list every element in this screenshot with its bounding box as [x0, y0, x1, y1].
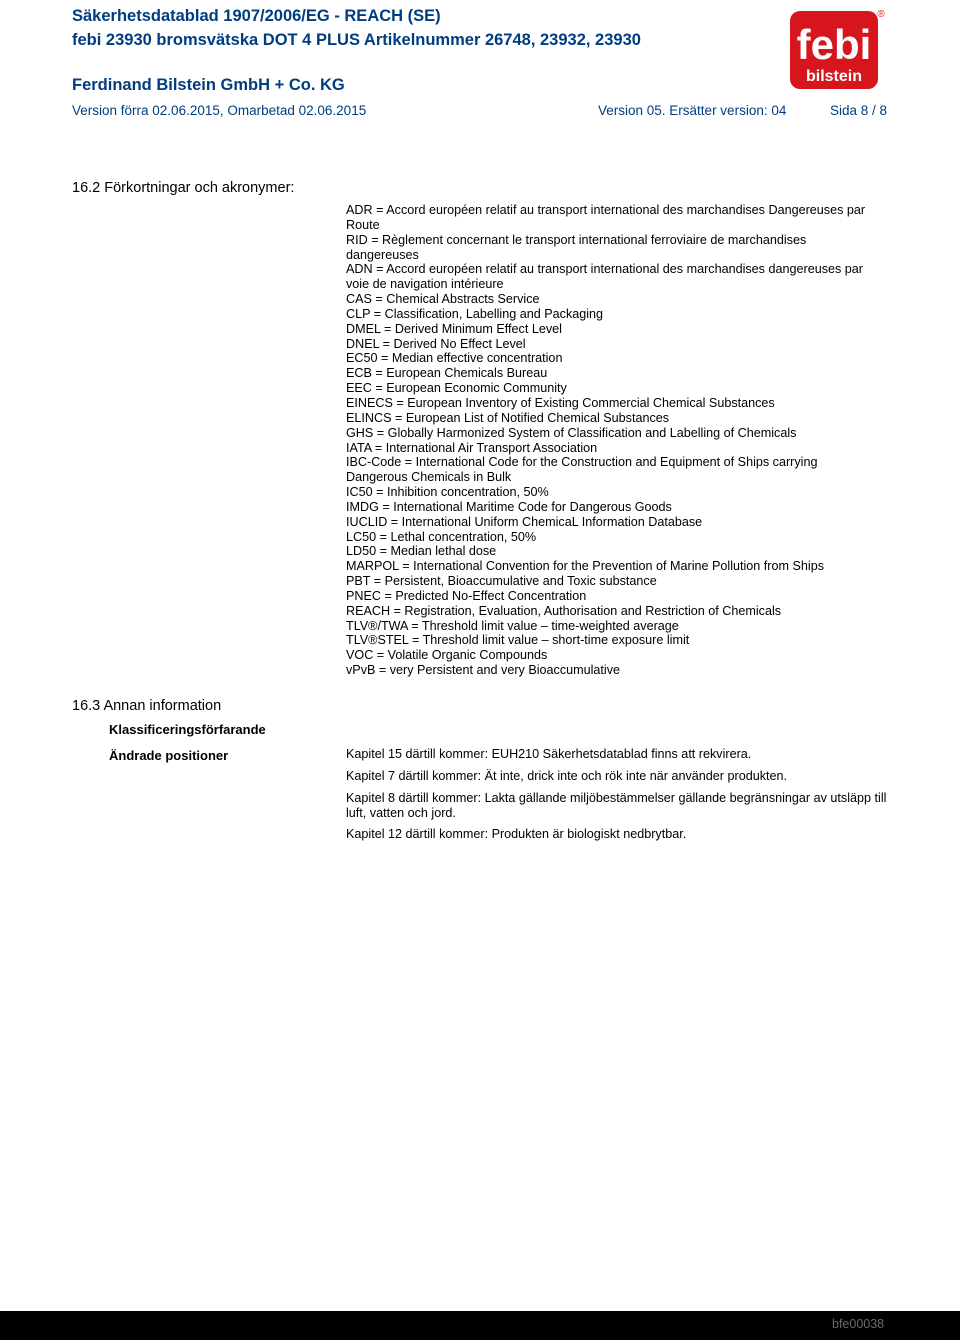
document-title: Säkerhetsdatablad 1907/2006/EG - REACH (SE)	[72, 7, 441, 25]
company-name: Ferdinand Bilstein GmbH + Co. KG	[72, 76, 345, 94]
change-item: Kapitel 12 därtill kommer: Produkten är biologiskt nedbrytbar.	[346, 827, 687, 842]
abbreviation-line: EINECS = European Inventory of Existing Commercial Chemical Substances	[346, 395, 775, 410]
abbreviation-line: LD50 = Median lethal dose	[346, 544, 497, 559]
change-item: Kapitel 15 därtill kommer: EUH210 Säkerhetsdatablad finns att rekvirera.	[346, 747, 752, 761]
abbreviation-line: VOC = Volatile Organic Compounds	[346, 648, 548, 663]
changed-positions-label: Ändrade positioner	[109, 748, 229, 763]
version-previous: Version förra 02.06.2015, Omarbetad 02.06.2015	[72, 103, 367, 118]
document-code: bfe00038	[832, 1317, 885, 1331]
abbreviation-line: IBC-Code = International Code for the Construction and Equipment of Ships carrying	[346, 455, 818, 470]
abbreviation-line: IC50 = Inhibition concentration, 50%	[346, 485, 549, 500]
page-number: Sida 8 / 8	[830, 103, 888, 118]
abbreviation-line: Dangerous Chemicals in Bulk	[346, 470, 512, 485]
abbreviation-line: CLP = Classification, Labelling and Packaging	[346, 306, 604, 321]
version-current: Version 05. Ersätter version: 04	[598, 103, 787, 118]
abbreviation-line: IMDG = International Maritime Code for Dangerous Goods	[346, 499, 672, 514]
section-16-3-heading: 16.3 Annan information	[72, 698, 222, 714]
abbreviation-line: CAS = Chemical Abstracts Service	[346, 292, 540, 307]
section-16-2-heading: 16.2 Förkortningar och akronymer:	[72, 180, 295, 196]
abbreviation-line: PNEC = Predicted No-Effect Concentration	[346, 588, 587, 603]
logo-registered-mark: ®	[877, 9, 885, 20]
logo-text-top: febi	[796, 21, 872, 68]
abbreviation-line: GHS = Globally Harmonized System of Classification and Labelling of Chemicals	[346, 425, 797, 440]
logo-text-bottom: bilstein	[805, 68, 863, 85]
abbreviation-line: TLV®STEL = Threshold limit value – short-time exposure limit	[346, 633, 690, 648]
change-item: Kapitel 8 därtill kommer: Lakta gällande miljöbestämmelser gällande begränsningar av utsläpp till luft, vatten och jord.	[346, 790, 887, 820]
abbreviation-line: TLV®/TWA = Threshold limit value – time-weighted average	[346, 618, 679, 633]
product-subtitle: febi 23930 bromsvätska DOT 4 PLUS Artikelnummer 26748, 23932, 23930	[72, 31, 641, 49]
abbreviation-line: voie de navigation intérieure	[346, 277, 504, 292]
febi-bilstein-logo	[788, 5, 888, 91]
abbreviation-line: Route	[346, 217, 380, 232]
abbreviation-line: DNEL = Derived No Effect Level	[346, 336, 526, 351]
abbreviation-line: IUCLID = International Uniform ChemicaL Information Database	[346, 514, 703, 529]
abbreviation-line: PBT = Persistent, Bioaccumulative and Toxic substance	[346, 574, 657, 589]
abbreviation-line: ADN = Accord européen relatif au transport international des marchandises dangereuses par	[346, 262, 863, 277]
changed-positions-list	[346, 747, 906, 849]
footer-bar	[0, 1311, 960, 1340]
change-item: Kapitel 7 därtill kommer: Ät inte, drick inte och rök inte när använder produkten.	[346, 768, 788, 783]
abbreviation-line: REACH = Registration, Evaluation, Authorisation and Restriction of Chemicals	[346, 603, 782, 618]
abbreviation-list	[346, 203, 906, 678]
abbreviation-line: MARPOL = International Convention for the Prevention of Marine Pollution from Ships	[346, 559, 824, 574]
abbreviation-line: RID = Règlement concernant le transport international ferroviaire de marchandises	[346, 232, 807, 247]
abbreviation-line: ADR = Accord européen relatif au transport international des marchandises Dangereuses par	[346, 203, 866, 217]
abbreviation-line: dangereuses	[346, 247, 419, 262]
abbreviation-line: DMEL = Derived Minimum Effect Level	[346, 321, 562, 336]
abbreviation-line: ELINCS = European List of Notified Chemical Substances	[346, 410, 670, 425]
abbreviation-line: ECB = European Chemicals Bureau	[346, 366, 548, 381]
abbreviation-line: vPvB = very Persistent and very Bioaccumulative	[346, 663, 621, 678]
abbreviation-line: LC50 = Lethal concentration, 50%	[346, 529, 537, 544]
abbreviation-line: IATA = International Air Transport Association	[346, 440, 598, 455]
abbreviation-line: EC50 = Median effective concentration	[346, 351, 563, 366]
abbreviation-line: EEC = European Economic Community	[346, 381, 567, 396]
classification-label: Klassificeringsförfarande	[109, 722, 266, 737]
